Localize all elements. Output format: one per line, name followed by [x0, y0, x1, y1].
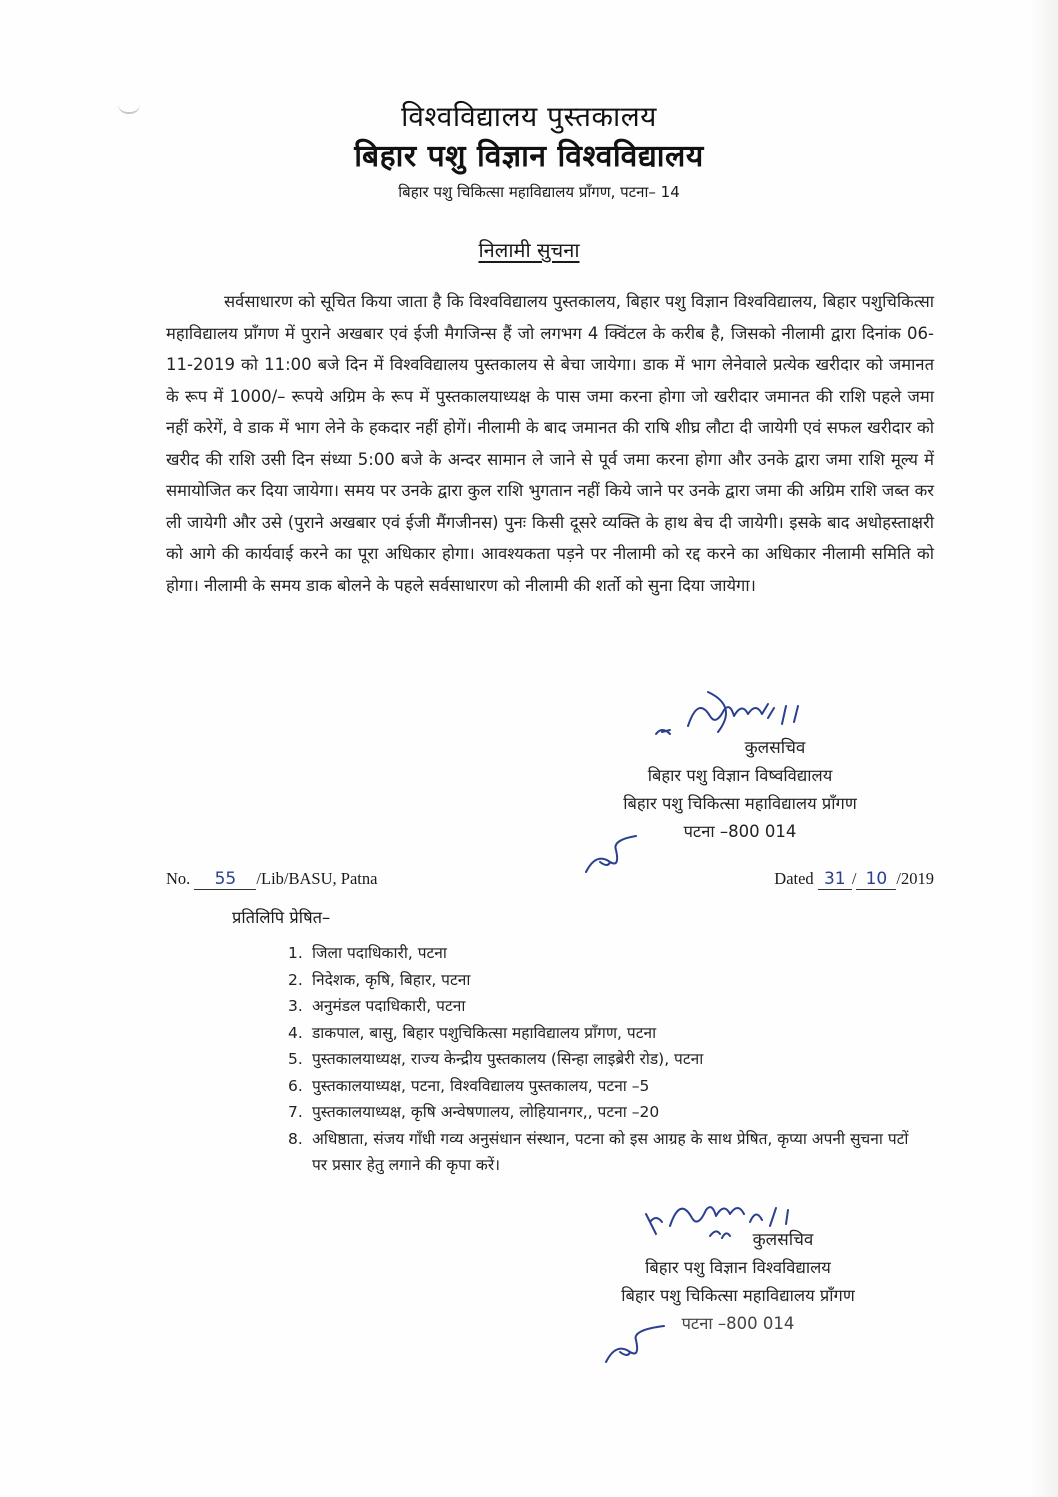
letterhead-university-name: बिहार पशु विज्ञान विश्वविद्यालय — [354, 139, 704, 174]
copy-recipient-list — [288, 940, 928, 1179]
signatory-title-1: कुलसचिव — [744, 738, 806, 758]
date-separator: / — [851, 869, 857, 888]
copy-to-label: प्रतिलिपि प्रेषित– — [232, 908, 331, 927]
list-item-number: 6. — [288, 1076, 303, 1095]
notice-heading — [0, 236, 1058, 263]
list-item — [288, 1073, 928, 1100]
list-item-number: 1. — [288, 944, 303, 962]
letterhead-library-name: विश्वविद्यालय पुस्तकालय — [401, 100, 657, 133]
signatory-title-2: कुलसचिव — [752, 1230, 814, 1250]
list-item — [288, 1046, 928, 1073]
signatory-city-2: पटना –800 014 — [681, 1314, 795, 1333]
list-item-text: अधिष्ठाता, संजय गाँधी गव्य अनुसंधान संस्थान, पटना को इस आग्रह के साथ प्रेषित, कृप्या अपनी सुचना पटों पर प्रसार हेतु लगाने की कृपा करें। — [312, 1129, 909, 1174]
scan-edge-shadow — [1030, 0, 1058, 1497]
signatory-city-1: पटना –800 014 — [683, 822, 797, 841]
letter-date — [774, 869, 934, 890]
list-item-number: 4. — [288, 1023, 303, 1042]
list-item-text: निदेशक, कृषि, बिहार, पटना — [312, 970, 471, 989]
date-month: 10 — [856, 869, 896, 890]
date-label: Dated — [774, 869, 814, 888]
list-item — [288, 967, 928, 994]
list-item-text: पुस्तकालयाध्यक्ष, राज्य केन्द्रीय पुस्तकालय (सिन्हा लाइब्रेरी रोड), पटना — [312, 1050, 704, 1068]
list-item — [288, 993, 928, 1020]
signatory-university-1: बिहार पशु विज्ञान विष्वविद्यालय — [647, 766, 833, 785]
list-item-text: पुस्तकालयाध्यक्ष, पटना, विश्वविद्यालय पुस्तकालय, पटना –5 — [312, 1076, 650, 1095]
letter-number-suffix: /Lib/BASU, Patna — [256, 869, 378, 888]
list-item-text: डाकपाल, बासु, बिहार पशुचिकित्सा महाविद्यालय प्राँगण, पटना — [312, 1023, 657, 1042]
signatory-campus-1: बिहार पशु चिकित्सा महाविद्यालय प्राँगण — [623, 794, 857, 813]
list-item — [288, 940, 928, 967]
notice-body: सर्वसाधारण को सूचित किया जाता है कि विश्वविद्यालय पुस्तकालय, बिहार पशु विज्ञान विश्वविद्यालय, बिहार पशुचिकित्सा महाविद्यालय प्राँगण में पुराने अखबार एवं ईजी मैगजिन्स हैं जो लगभग 4 क्विंटल के करीब है, जिसको नीलामी द्वारा दिनांक 06-11-2019 को 11:00 बजे दिन में विश्वविद्यालय पुस्तकालय से बेचा जायेगा। डाक में भाग लेनेवाले प्रत्येक खरीदार को जमानत के रूप में 1000/– रूपये अग्रिम के रूप में पुस्तकालयाध्यक्ष के पास जमा करना होगा जो खरीदार जमानत की राशि पहले जमा नहीं करेगें, वे डाक में भाग लेने के हकदार नहीं होगें। नीलामी के बाद जमानत की राषि शीघ्र लौटा दी जायेगी एवं सफल खरीदार को खरीद की राशि उसी दिन संध्या 5:00 बजे के अन्दर सामान ले जाने से पूर्व जमा करना होगा और उनके द्वारा जमा राशि मूल्य में समायोजित कर दिया जायेगा। समय पर उनके द्वारा कुल राशि भुगतान नहीं किये जाने पर उनके द्वारा जमा की अग्रिम राशि जब्त कर ली जायेगी और उसे (पुराने अखबार एवं ईजी मैंगजीनस) पुनः किसी दूसरे व्यक्ति के हाथ बेच दी जायेगी। इसके बाद अधोहस्ताक्षरी को आगे की कार्यवाई करने का पूरा अधिकार होगा। आवश्यकता पड़ने पर नीलामी को रद्द करने का अधिकार नीलामी समिति को होगा। नीलामी के समय डाक बोलने के पहले सर्वसाधारण को नीलामी की शर्तो को सुना दिया जायेगा। — [166, 292, 934, 595]
date-day: 31 — [818, 869, 852, 890]
signature-block-2 — [568, 1226, 908, 1338]
letter-number-value: 55 — [194, 869, 256, 890]
list-item — [288, 1126, 928, 1179]
list-item-text: अनुमंडल पदाधिकारी, पटना — [312, 997, 466, 1015]
list-item-number: 7. — [288, 1103, 303, 1121]
list-item-text: पुस्तकालयाध्यक्ष, कृषि अन्वेषणालय, लोहियानगर,, पटना –20 — [312, 1103, 660, 1121]
letter-number — [166, 869, 377, 890]
list-item-text: जिला पदाधिकारी, पटना — [312, 944, 447, 962]
signature-block-1 — [570, 734, 910, 846]
list-item-number: 3. — [288, 997, 303, 1015]
reference-row — [166, 869, 934, 895]
signatory-university-2: बिहार पशु विज्ञान विश्वविद्यालय — [645, 1258, 831, 1277]
list-item-number: 2. — [288, 970, 303, 989]
letterhead — [0, 98, 1058, 206]
list-item-number: 5. — [288, 1050, 303, 1068]
list-item — [288, 1099, 928, 1126]
list-item — [288, 1020, 928, 1047]
letter-number-prefix: No. — [166, 869, 191, 888]
list-item-number: 8. — [288, 1129, 303, 1148]
letterhead-address: बिहार पशु चिकित्सा महाविद्यालय प्राँगण, पटना– 14 — [398, 183, 680, 201]
notice-title: निलामी सुचना — [478, 238, 580, 262]
date-year: /2019 — [896, 869, 934, 888]
signatory-campus-2: बिहार पशु चिकित्सा महाविद्यालय प्राँगण — [621, 1286, 855, 1305]
